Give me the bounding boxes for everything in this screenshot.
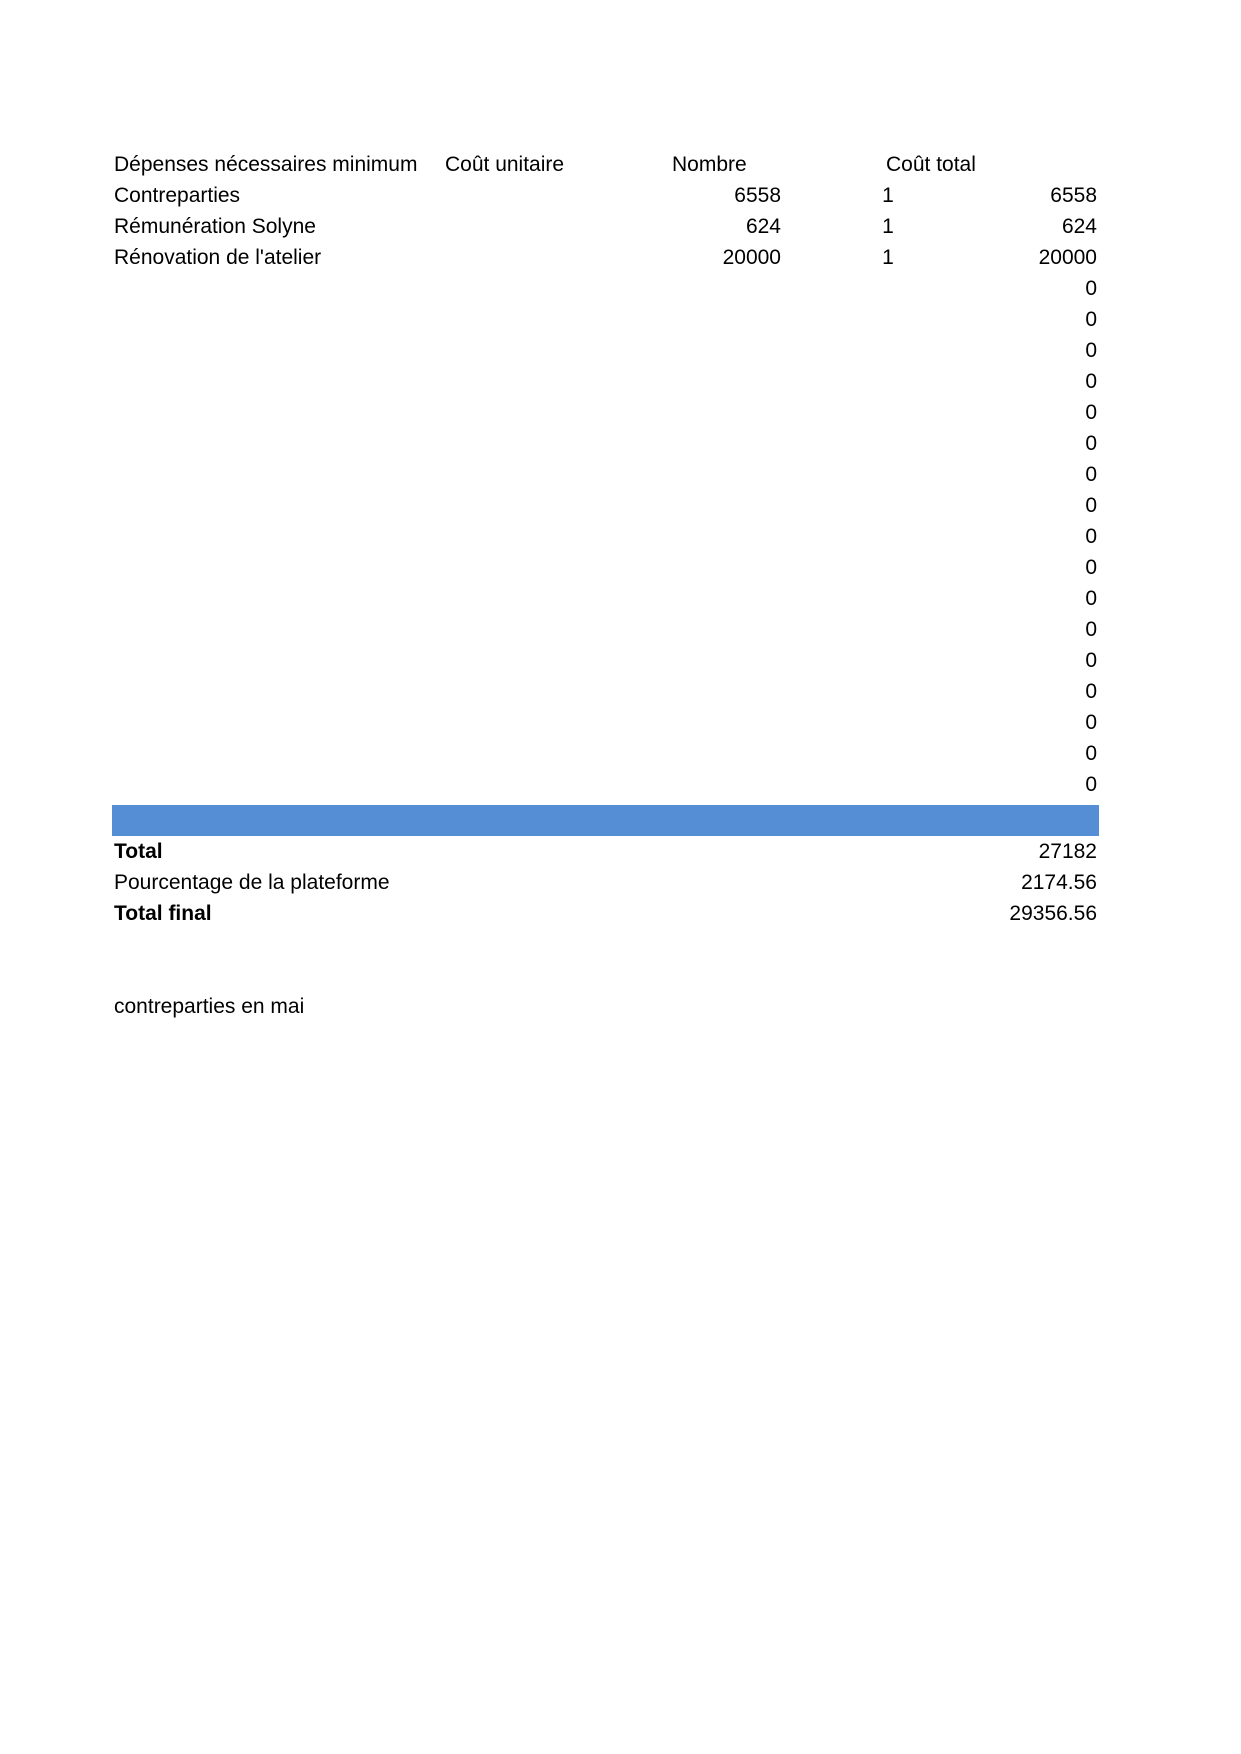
- row-total: 6558: [1050, 184, 1097, 207]
- header-row: [114, 149, 1099, 180]
- highlight-band: [112, 805, 1099, 836]
- summary-row-percentage: [114, 867, 1099, 898]
- table-row-empty: [114, 521, 1099, 552]
- total-label: Total: [114, 840, 163, 863]
- table-row-empty: [114, 335, 1099, 366]
- row-total: 0: [1085, 370, 1097, 393]
- row-total: 0: [1085, 308, 1097, 331]
- table-row-empty: [114, 738, 1099, 769]
- header-cout-unitaire: Coût unitaire: [445, 153, 565, 176]
- total-value: 27182: [1038, 840, 1097, 863]
- table-row-empty: [114, 490, 1099, 521]
- note-text: contreparties en mai: [114, 995, 305, 1018]
- table-row: [114, 180, 1099, 211]
- row-label: Contreparties: [114, 184, 241, 207]
- summary-row-final: [114, 898, 1099, 929]
- table-row-empty: [114, 459, 1099, 490]
- header-nombre: Nombre: [672, 153, 747, 176]
- summary-row-total: [114, 836, 1099, 867]
- table-row: [114, 211, 1099, 242]
- table-row: [114, 242, 1099, 273]
- row-count: 1: [882, 246, 894, 269]
- table-row-empty: [114, 428, 1099, 459]
- table-row-empty: [114, 645, 1099, 676]
- table-row-empty: [114, 397, 1099, 428]
- table-row-empty: [114, 304, 1099, 335]
- row-total: 0: [1085, 711, 1097, 734]
- row-total: 0: [1085, 680, 1097, 703]
- row-total: 0: [1085, 556, 1097, 579]
- header-depenses: Dépenses nécessaires minimum: [114, 153, 418, 176]
- row-total: 0: [1085, 618, 1097, 641]
- row-total: 20000: [1038, 246, 1097, 269]
- row-unit-cost: 6558: [734, 184, 781, 207]
- table-row-empty: [114, 273, 1099, 304]
- row-total: 0: [1085, 339, 1097, 362]
- row-count: 1: [882, 215, 894, 238]
- row-total: 0: [1085, 401, 1097, 424]
- table-row-empty: [114, 676, 1099, 707]
- row-total: 0: [1085, 525, 1097, 548]
- row-total: 0: [1085, 432, 1097, 455]
- row-label: Rémunération Solyne: [114, 215, 316, 238]
- header-cout-total: Coût total: [886, 153, 976, 176]
- row-total: 0: [1085, 587, 1097, 610]
- row-unit-cost: 624: [745, 215, 781, 238]
- row-total: 0: [1085, 773, 1097, 796]
- table-row-empty: [114, 769, 1099, 800]
- table-row-empty: [114, 552, 1099, 583]
- percentage-value: 2174.56: [1021, 871, 1097, 894]
- row-count: 1: [882, 184, 894, 207]
- row-total: 0: [1085, 463, 1097, 486]
- table-row-empty: [114, 366, 1099, 397]
- row-total: 0: [1085, 277, 1097, 300]
- row-total: 0: [1085, 742, 1097, 765]
- table-row-empty: [114, 707, 1099, 738]
- table-row-empty: [114, 614, 1099, 645]
- row-total: 0: [1085, 494, 1097, 517]
- final-total-label: Total final: [114, 902, 212, 925]
- row-label: Rénovation de l'atelier: [114, 246, 322, 269]
- row-unit-cost: 20000: [722, 246, 781, 269]
- note-row: [114, 991, 1099, 1022]
- row-total: 0: [1085, 649, 1097, 672]
- row-total: 624: [1061, 215, 1097, 238]
- final-total-value: 29356.56: [1009, 902, 1097, 925]
- table-row-empty: [114, 583, 1099, 614]
- percentage-label: Pourcentage de la plateforme: [114, 871, 390, 894]
